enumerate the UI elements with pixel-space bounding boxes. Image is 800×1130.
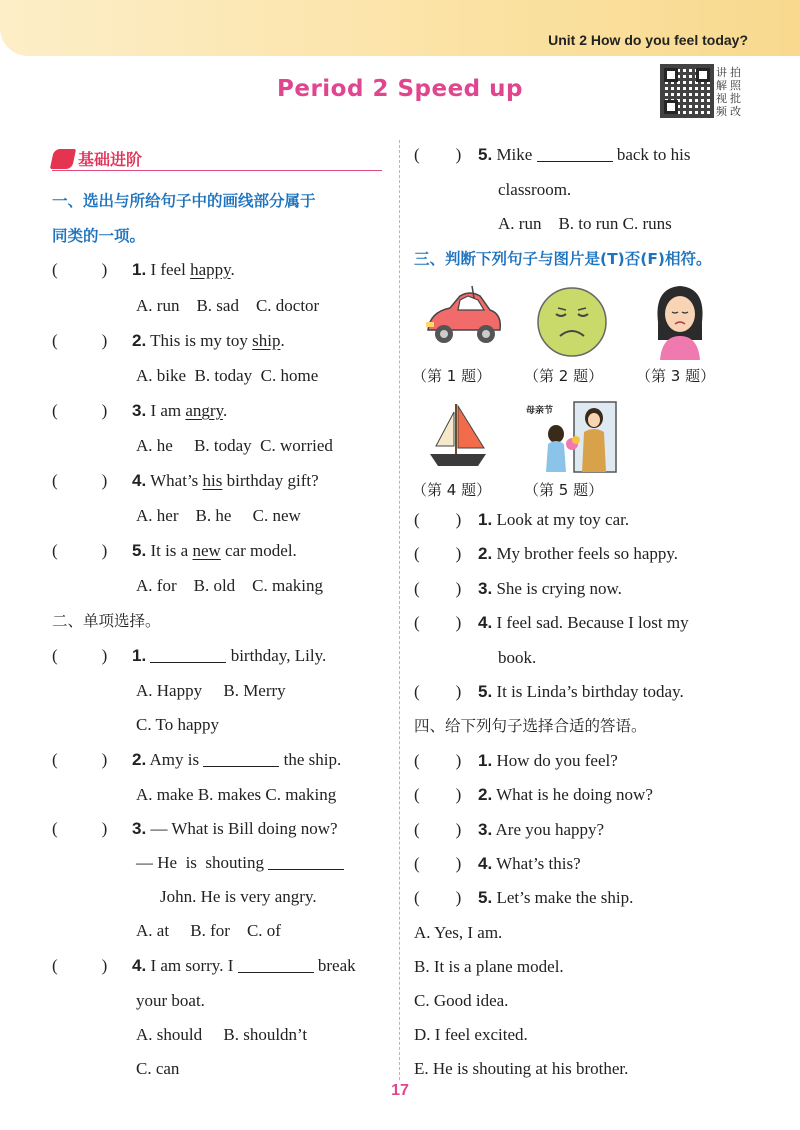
section-3-heading: 三、判断下列句子与图片是(T)否(F)相符。 xyxy=(414,250,712,268)
caption-3: （第 3 题） xyxy=(636,367,716,385)
section-1-heading-cont: 同类的一项。 xyxy=(52,227,146,245)
question-2-4-line2: your boat. xyxy=(136,991,205,1010)
question-2-3-line2: — He is shouting xyxy=(136,852,344,874)
fill-blank[interactable] xyxy=(238,957,314,973)
options-2-2: A. make B. makes C. making xyxy=(136,785,337,804)
options-2-1b: C. To happy xyxy=(136,715,220,734)
question-2-3: ( ) 3. — What is Bill doing now? xyxy=(52,819,338,838)
caption-5: （第 5 题） xyxy=(524,481,604,499)
page-title: Period 2 Speed up xyxy=(276,76,523,102)
question-4-3: ( ) 3. Are you happy? xyxy=(414,820,605,839)
options-1-2: A. bike B. today C. home xyxy=(136,366,319,385)
options-2-5: A. run B. to run C. runs xyxy=(498,214,672,233)
question-1-2: ( ) 2. This is my toy ship. xyxy=(52,331,285,350)
answer-option-d: D. I feel excited. xyxy=(414,1025,528,1044)
question-3-4-line2: book. xyxy=(498,648,537,667)
crying-girl-image xyxy=(650,282,710,360)
mothers-day-sign: 母亲节 xyxy=(526,406,554,416)
caption-2: （第 2 题） xyxy=(524,367,604,385)
question-1-3: ( ) 3. I am angry. xyxy=(52,401,228,420)
section-1-heading: 一、选出与所给句子中的画线部分属于 xyxy=(52,192,316,210)
question-4-1: ( ) 1. How do you feel? xyxy=(414,751,618,770)
question-3-3: ( ) 3. She is crying now. xyxy=(414,579,622,598)
question-3-2: ( ) 2. My brother feels so happy. xyxy=(414,544,679,563)
answer-option-e: E. He is shouting at his brother. xyxy=(414,1059,629,1078)
sailboat-image xyxy=(426,400,490,472)
question-2-2: ( ) 2. Amy is the ship. xyxy=(52,750,342,769)
sad-face-image xyxy=(534,284,610,360)
options-1-3: A. he B. today C. worried xyxy=(136,436,333,455)
question-3-4: ( ) 4. I feel sad. Because I lost my xyxy=(414,613,689,632)
page-number: 17 xyxy=(391,1082,409,1099)
qr-code-icon[interactable] xyxy=(660,64,714,118)
options-1-4: A. her B. he C. new xyxy=(136,506,301,525)
fill-blank[interactable] xyxy=(150,647,226,663)
options-1-5: A. for B. old C. making xyxy=(136,576,323,595)
question-2-1: ( ) 1. birthday, Lily. xyxy=(52,646,327,665)
question-3-1: ( ) 1. Look at my toy car. xyxy=(414,510,630,529)
question-4-4: ( ) 4. What’s this? xyxy=(414,854,581,873)
options-2-4b: C. can xyxy=(136,1059,180,1078)
question-3-5: ( ) 5. It is Linda’s birthday today. xyxy=(414,682,684,701)
qr-label: 讲 拍 解 照 视 批 频 改 xyxy=(716,66,741,118)
options-2-4a: A. should B. shouldn’t xyxy=(136,1025,308,1044)
section-4-heading: 四、给下列句子选择合适的答语。 xyxy=(414,717,647,735)
options-1-1: A. run B. sad C. doctor xyxy=(136,296,320,315)
question-1-4: ( ) 4. What’s his birthday gift? xyxy=(52,471,319,490)
options-2-1a: A. Happy B. Merry xyxy=(136,681,286,700)
unit-title: Unit 2 How do you feel today? xyxy=(548,32,748,48)
answer-option-a: A. Yes, I am. xyxy=(414,923,503,942)
question-4-5: ( ) 5. Let’s make the ship. xyxy=(414,888,634,907)
column-divider xyxy=(399,140,400,1080)
caption-1: （第 1 题） xyxy=(412,367,492,385)
question-1-1: ( ) 1. I feel happy. xyxy=(52,260,235,279)
question-2-4: ( ) 4. I am sorry. I break xyxy=(52,956,356,975)
question-2-5: ( ) 5. Mike back to his xyxy=(414,145,691,164)
question-4-2: ( ) 2. What is he doing now? xyxy=(414,785,653,804)
fill-blank[interactable] xyxy=(203,751,279,767)
question-2-3-line3: John. He is very angry. xyxy=(160,887,317,906)
answer-option-b: B. It is a plane model. xyxy=(414,957,564,976)
fill-blank[interactable] xyxy=(537,146,613,162)
question-2-5-line2: classroom. xyxy=(498,180,572,199)
question-1-5: ( ) 5. It is a new car model. xyxy=(52,541,297,560)
toy-car-image xyxy=(420,282,506,356)
section-2-heading: 二、单项选择。 xyxy=(52,612,161,630)
answer-option-c: C. Good idea. xyxy=(414,991,509,1010)
book-icon xyxy=(50,149,76,169)
caption-4: （第 4 题） xyxy=(412,481,492,499)
options-2-3: A. at B. for C. of xyxy=(136,921,281,940)
fill-blank[interactable] xyxy=(268,854,344,870)
section-badge: 基础进阶 xyxy=(52,147,382,171)
